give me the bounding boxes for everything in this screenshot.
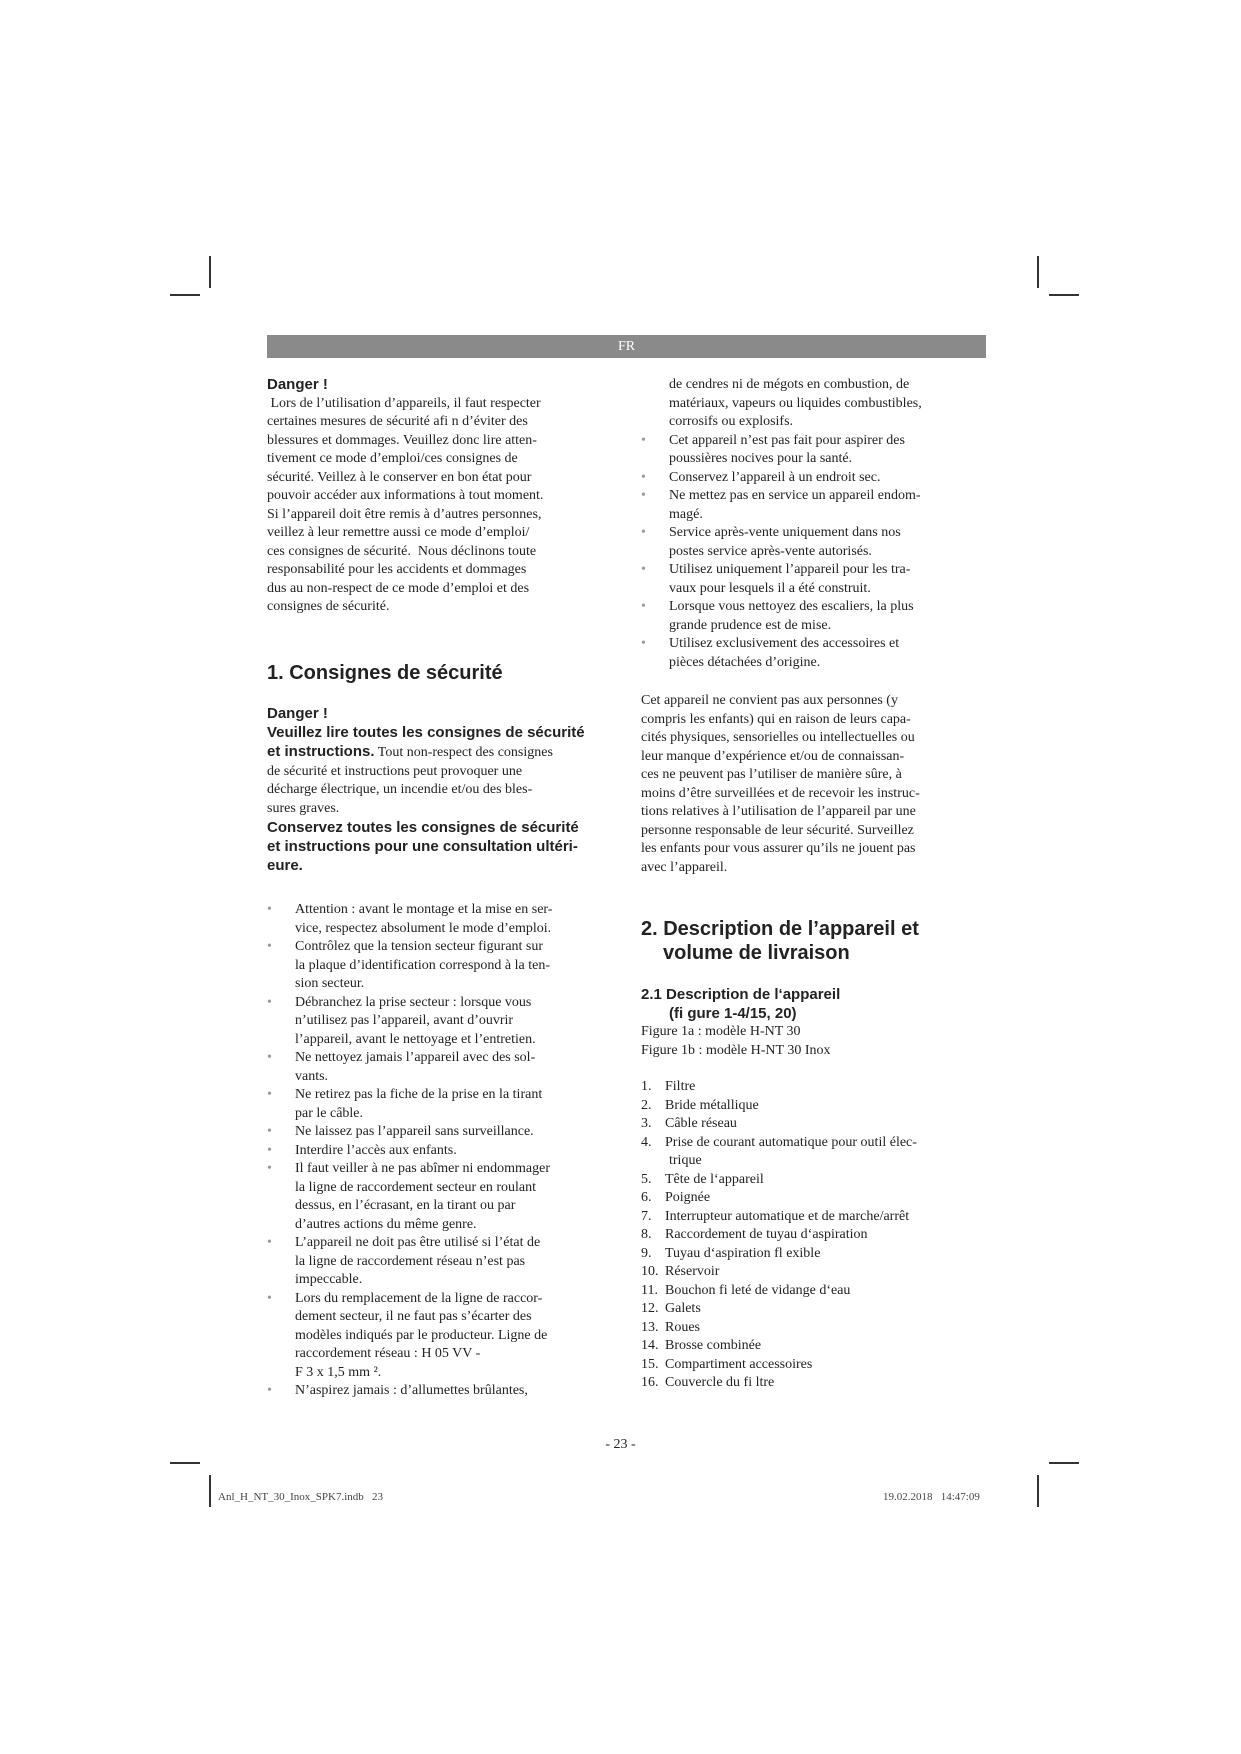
crop-mark (170, 294, 200, 296)
section-1-title: 1. Consignes de sécurité (267, 661, 503, 684)
list-item: 16. Couvercle du fi ltre (641, 1375, 775, 1390)
list-item: 13. Roues (641, 1319, 700, 1335)
danger-label: Danger ! (267, 704, 328, 722)
list-item: • Attention : avant le montage et la mise en ser- vice, respectez absolument le mode d’emploi. (267, 901, 607, 938)
list-item: 14. Brosse combinée (641, 1338, 762, 1353)
right-column (641, 376, 961, 1393)
page-number: - 23 - (605, 1437, 636, 1452)
list-item: 6. Poignée (641, 1190, 711, 1205)
section-2-title: 2. Description de l’appareil et volume de livraison (641, 918, 919, 964)
list-item: 5. Tête de l‘appareil (641, 1171, 764, 1187)
list-item: 8. Raccordement de tuyau d‘aspiration (641, 1227, 868, 1242)
list-item: 1. Filtre (641, 1079, 696, 1094)
list-item: 3. Câble réseau (641, 1116, 737, 1131)
list-item: • Interdire l’accès aux enfants. (267, 1142, 607, 1161)
parts-list (641, 1078, 961, 1393)
danger-label: Danger ! (267, 376, 328, 393)
crop-mark (209, 1475, 211, 1507)
language-header: FR (267, 335, 986, 358)
safety-bullet-list (641, 432, 961, 673)
list-item: 7. Interrupteur automatique et de marche/arrêt (641, 1208, 910, 1224)
subsection-2-1-title: 2.1 Description de l‘appareil (fi gure 1-4/15, 20) (641, 986, 841, 1022)
list-item: • Cet appareil n’est pas fait pour aspirer des poussières nocives pour la santé. (641, 432, 961, 469)
list-item: 2. Bride métallique (641, 1097, 759, 1113)
crop-mark (170, 1462, 200, 1464)
list-item: • L’appareil ne doit pas être utilisé si l’état de la ligne de raccordement réseau n’est pas impeccable. (267, 1234, 607, 1290)
list-item: 11. Bouchon fi leté de vidange d‘eau (641, 1282, 851, 1298)
safety-bullet-list (267, 901, 607, 1401)
list-item: • Lorsque vous nettoyez des escaliers, la plus grande prudence est de mise. (641, 598, 961, 635)
figure-references: Figure 1a : modèle H-NT 30 Figure 1b : modèle H-NT 30 Inox (641, 1024, 831, 1058)
list-item: • Ne laissez pas l’appareil sans surveillance. (267, 1123, 607, 1142)
list-item: • Ne mettez pas en service un appareil endom- magé. (641, 487, 961, 524)
list-item: 10. Réservoir (641, 1264, 720, 1279)
list-item: 9. Tuyau d‘aspiration fl exible (641, 1245, 821, 1261)
list-item: 12. Galets (641, 1301, 701, 1316)
list-item: • N’aspirez jamais : d’allumettes brûlantes, (267, 1382, 607, 1401)
children-warning-paragraph: Cet appareil ne convient pas aux personnes (y compris les enfants) qui en raison de leurs capa- cités physiques, sensorielles ou intellectuelles ou leur manque d’expérience et/ou de connaissan- ces ne peuvent pas l’utiliser de manière sûre, à moins d’être surveillées et de recevoir les instruc- tions relatives à l’utilisation de l’appareil par une personne responsable de leur sécurité. Surveillez les enfants pour vous assurer qu’ils ne jouent pas avec l’appareil. (641, 693, 920, 875)
list-item: • Service après-vente uniquement dans nos postes service après-vente autorisés. (641, 524, 961, 561)
list-item: 4. Prise de courant automatique pour outil élec- trique (641, 1134, 917, 1168)
read-all-paragraph: Veuillez lire toutes les consignes de sécurité et instructions. Tout non-respect des consignes de sécurité et instructions peut provoquer une décharge électrique, un incendie et/ou des bles- sures graves. (267, 724, 585, 816)
footer-file-name: Anl_H_NT_30_Inox_SPK7.indb 23 (218, 1491, 384, 1503)
continuation-text: de cendres ni de mégots en combustion, de matériaux, vapeurs ou liquides combustibles, corrosifs ou explosifs. (669, 377, 922, 429)
list-item: • Utilisez uniquement l’appareil pour les tra- vaux pour lesquels il a été construit. (641, 561, 961, 598)
intro-paragraph: Lors de l’utilisation d’appareils, il faut respecter certaines mesures de sécurité afi n d’éviter des blessures et dommages. Veuillez donc lire atten- tivement ce mode d’emploi/ces consignes de sécurité. Veillez à le conserver en bon état pour pouvoir accéder aux informations à tout moment. Si l’appareil doit être remis à d’autres personnes, veillez à leur remettre aussi ce mode d’emploi/ ces consignes de sécurité. Nous déclinons toute responsabilité pour les accidents et dommages dus au non-respect de ce mode d’emploi et des consignes de sécurité. (267, 395, 544, 614)
crop-mark (1049, 1462, 1079, 1464)
keep-instructions: Conservez toutes les consignes de sécurité et instructions pour une consultation ultéri- eure. (267, 819, 579, 874)
left-column (267, 376, 607, 1401)
list-item: • Ne retirez pas la fiche de la prise en la tirant par le câble. (267, 1086, 607, 1123)
list-item: • Utilisez exclusivement des accessoires et pièces détachées d’origine. (641, 635, 961, 672)
crop-mark (1037, 256, 1039, 288)
footer-date: 19.02.2018 14:47:09 (883, 1491, 980, 1503)
list-item: • Lors du remplacement de la ligne de raccor- dement secteur, il ne faut pas s’écarter des modèles indiqués par le producteur. Ligne de raccordement réseau : H 05 VV - F 3 x 1,5 mm ². (267, 1290, 607, 1383)
list-item: • Débranchez la prise secteur : lorsque vous n’utilisez pas l’appareil, avant d’ouvrir l’appareil, avant le nettoyage et l’entretien. (267, 994, 607, 1050)
crop-mark (1037, 1475, 1039, 1507)
list-item: • Il faut veiller à ne pas abîmer ni endommager la ligne de raccordement secteur en roulant dessus, en l’écrasant, en la tirant ou par d’autres actions du même genre. (267, 1160, 607, 1234)
list-item: 15. Compartiment accessoires (641, 1356, 813, 1372)
list-item: • Contrôlez que la tension secteur figurant sur la plaque d’identification correspond à la ten- sion secteur. (267, 938, 607, 994)
list-item: • Ne nettoyez jamais l’appareil avec des sol- vants. (267, 1049, 607, 1086)
list-item: • Conservez l’appareil à un endroit sec. (641, 469, 961, 488)
crop-mark (1049, 294, 1079, 296)
crop-mark (209, 256, 211, 288)
